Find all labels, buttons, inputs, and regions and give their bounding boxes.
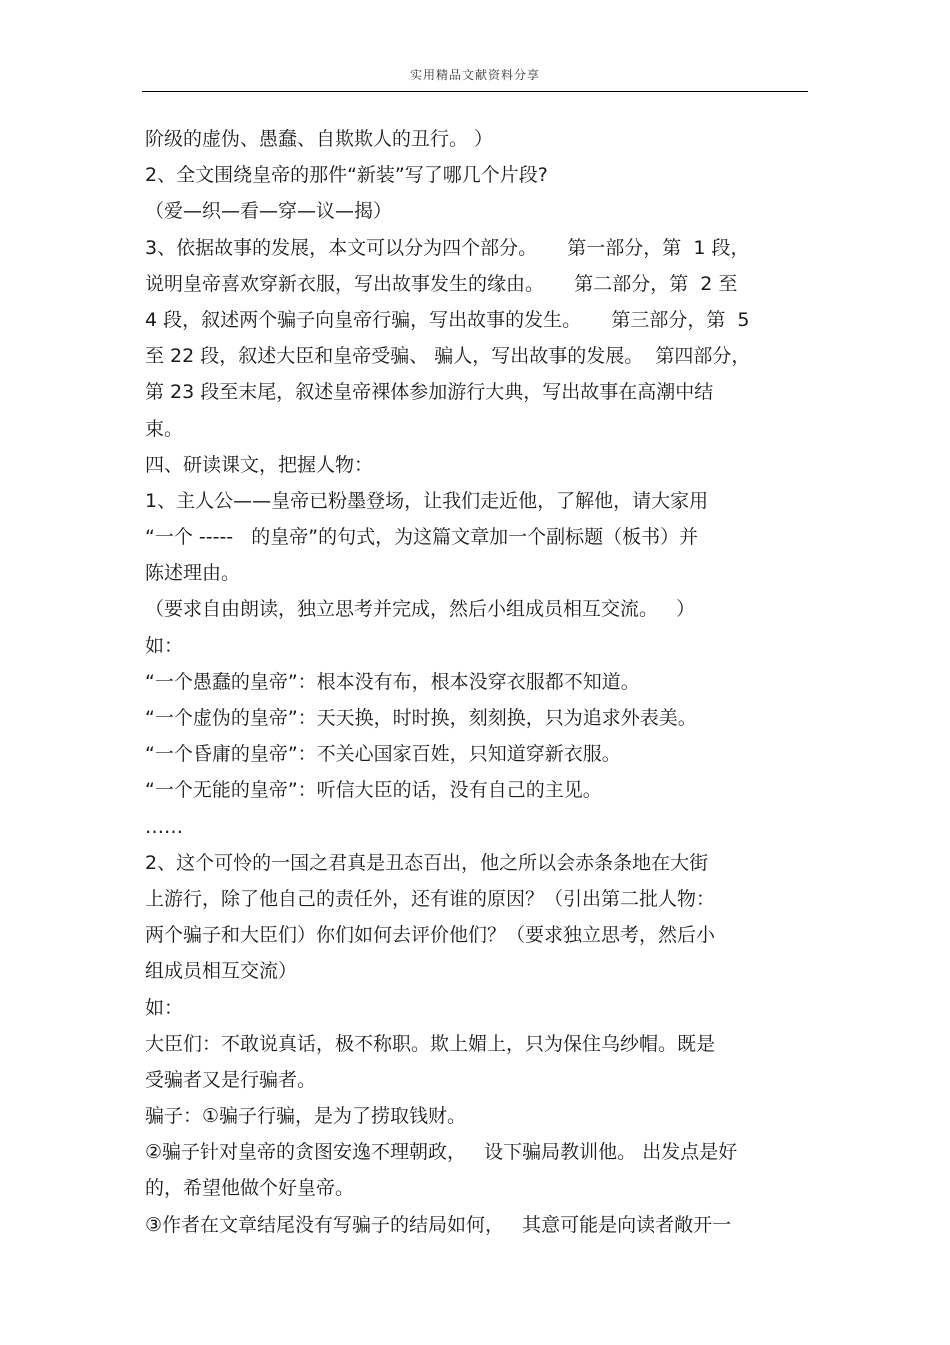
text-line: 组成员相互交流） — [145, 960, 298, 983]
header-rule — [142, 91, 808, 92]
text-line: （要求自由朗读，独立思考并完成，然后小组成员相互交流。 ） — [145, 598, 696, 621]
text-line: 如： — [145, 634, 184, 657]
text-line: …… — [145, 815, 183, 838]
text-line: “一个 ----- 的皇帝”的句式，为这篇文章加一个副标题（板书）并 — [145, 526, 699, 549]
text-line: 2、这个可怜的一国之君真是丑态百出，他之所以会赤条条地在大街 — [145, 851, 709, 874]
text-line: “一个无能的皇帝”：听信大臣的话，没有自己的主见。 — [145, 779, 602, 802]
text-line: “一个愚蠢的皇帝”：根本没有布，根本没穿衣服都不知道。 — [145, 670, 640, 693]
text-line: 4 段，叙述两个骗子向皇帝行骗，写出故事的发生。 第三部分，第 5 — [145, 308, 750, 331]
document-body — [145, 121, 813, 1243]
text-line: “一个昏庸的皇帝”：不关心国家百姓，只知道穿新衣服。 — [145, 743, 621, 766]
page-header: 实用精品文献资料分享 — [409, 68, 540, 82]
text-line: 2、全文围绕皇帝的那件“新装”写了哪几个片段? — [145, 164, 548, 187]
text-line: ②骗子针对皇帝的贪图安逸不理朝政， 设下骗局教训他。 出发点是好 — [145, 1141, 738, 1164]
text-line: 至 22 段，叙述大臣和皇帝受骗、 骗人，写出故事的发展。 第四部分， — [145, 345, 751, 368]
text-line: ③作者在文章结尾没有写骗子的结局如何， 其意可能是向读者敞开一 — [145, 1213, 732, 1236]
text-line: 3、依据故事的发展，本文可以分为四个部分。 第一部分，第 1 段， — [145, 236, 750, 259]
text-line: 受骗者又是行骗者。 — [145, 1068, 317, 1091]
text-line: 大臣们：不敢说真话，极不称职。欺上媚上，只为保住乌纱帽。既是 — [145, 1032, 716, 1055]
text-line: 的，希望他做个好皇帝。 — [145, 1177, 355, 1200]
text-line: 说明皇帝喜欢穿新衣服，写出故事发生的缘由。 第二部分，第 2 至 — [145, 272, 738, 295]
text-line: 阶级的虚伪、愚蠢、自欺欺人的丑行。 ） — [145, 128, 494, 150]
text-line: 束。 — [145, 417, 184, 440]
text-line: 两个骗子和大臣们）你们如何去评价他们？（要求独立思考，然后小 — [145, 924, 716, 947]
text-line: “一个虚伪的皇帝”：天天换，时时换，刻刻换，只为追求外表美。 — [145, 707, 697, 729]
text-line: 骗子：①骗子行骗，是为了捞取钱财。 — [145, 1105, 467, 1128]
section-heading: 四、研读课文，把握人物： — [145, 453, 374, 476]
text-line: 第 23 段至末尾，叙述皇帝裸体参加游行大典，写出故事在高潮中结 — [145, 381, 714, 404]
text-line: （爱—织—看—穿—议—揭） — [145, 200, 393, 223]
text-line: 如： — [145, 996, 184, 1019]
text-line: 上游行，除了他自己的责任外，还有谁的原因？（引出第二批人物： — [145, 887, 716, 910]
text-line: 1、主人公——皇帝已粉墨登场，让我们走近他，了解他，请大家用 — [145, 489, 709, 512]
text-line: 陈述理由。 — [145, 562, 241, 585]
